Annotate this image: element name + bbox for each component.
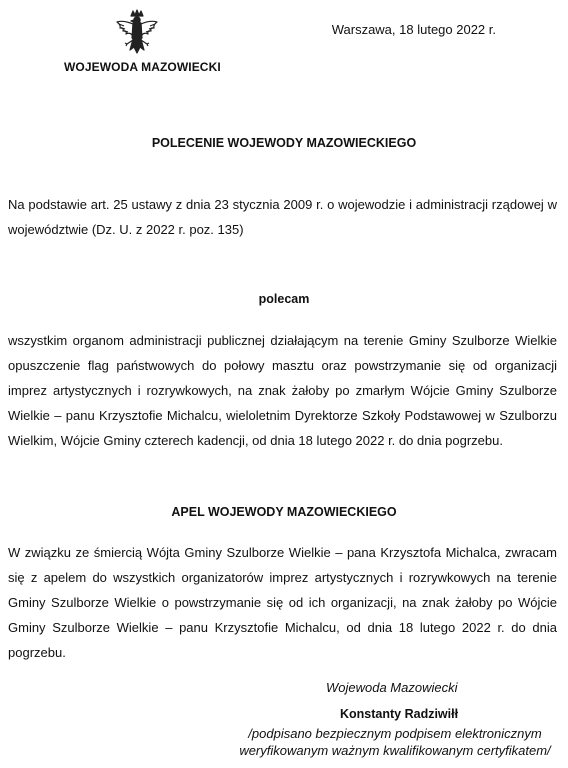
legal-basis-paragraph: Na podstawie art. 25 ustawy z dnia 23 stycznia 2009 r. o wojewodzie i administracji rządowej w województwie (Dz. U. z 2022 r. poz. 135) (8, 197, 557, 237)
command-word: polecam (258, 292, 310, 306)
signatory-role: Wojewoda Mazowiecki (326, 680, 458, 695)
signature-note-line-2: weryfikowanym ważnym kwalifikowanym certyfikatem/ (239, 743, 551, 758)
order-body-paragraph: wszystkim organom administracji publicznej działającym na terenie Gminy Szulborze Wielkie opuszczenie flag państwowych do połowy masztu oraz powstrzymanie się od organizacji imprez artystycznych i rozrywkowych, na znak żałoby po zmarłym Wójcie Gminy Szulborze Wielkie – panu Krzysztofie Michalcu, wieloletnim Dyrektorze Szkoły Podstawowej w Szulborzu Wielkim, Wójcie Gminy czterech kadencji, od dnia 18 lutego 2022 r. do dnia pogrzebu. (8, 333, 557, 448)
appeal-title: APEL WOJEWODY MAZOWIECKIEGO (171, 505, 397, 519)
order-title: POLECENIE WOJEWODY MAZOWIECKIEGO (151, 136, 417, 150)
place-and-date: Warszawa, 18 lutego 2022 r. (331, 22, 496, 37)
issuing-authority: WOJEWODA MAZOWIECKI (64, 60, 221, 74)
signatory-name: Konstanty Radziwiłł (340, 707, 459, 721)
appeal-body-paragraph: W związku ze śmiercią Wójta Gminy Szulborze Wielkie – pana Krzysztofa Michalca, zwracam się z apelem do wszystkich organizatorów imprez artystycznych i rozrywkowych na terenie Gminy Szulborze Wielkie o powstrzymanie się od ich organizacji, na znak żałoby po Wójcie Gminy Szulborze Wielkie – panu Krzysztofie Michalcu, od dnia 18 lutego 2022 r. do dnia pogrzebu. (8, 545, 557, 660)
signature-note-line-1: /podpisano bezpiecznym podpisem elektronicznym (248, 726, 542, 741)
signature-note (220, 725, 568, 759)
polish-eagle-emblem-icon (112, 8, 162, 60)
